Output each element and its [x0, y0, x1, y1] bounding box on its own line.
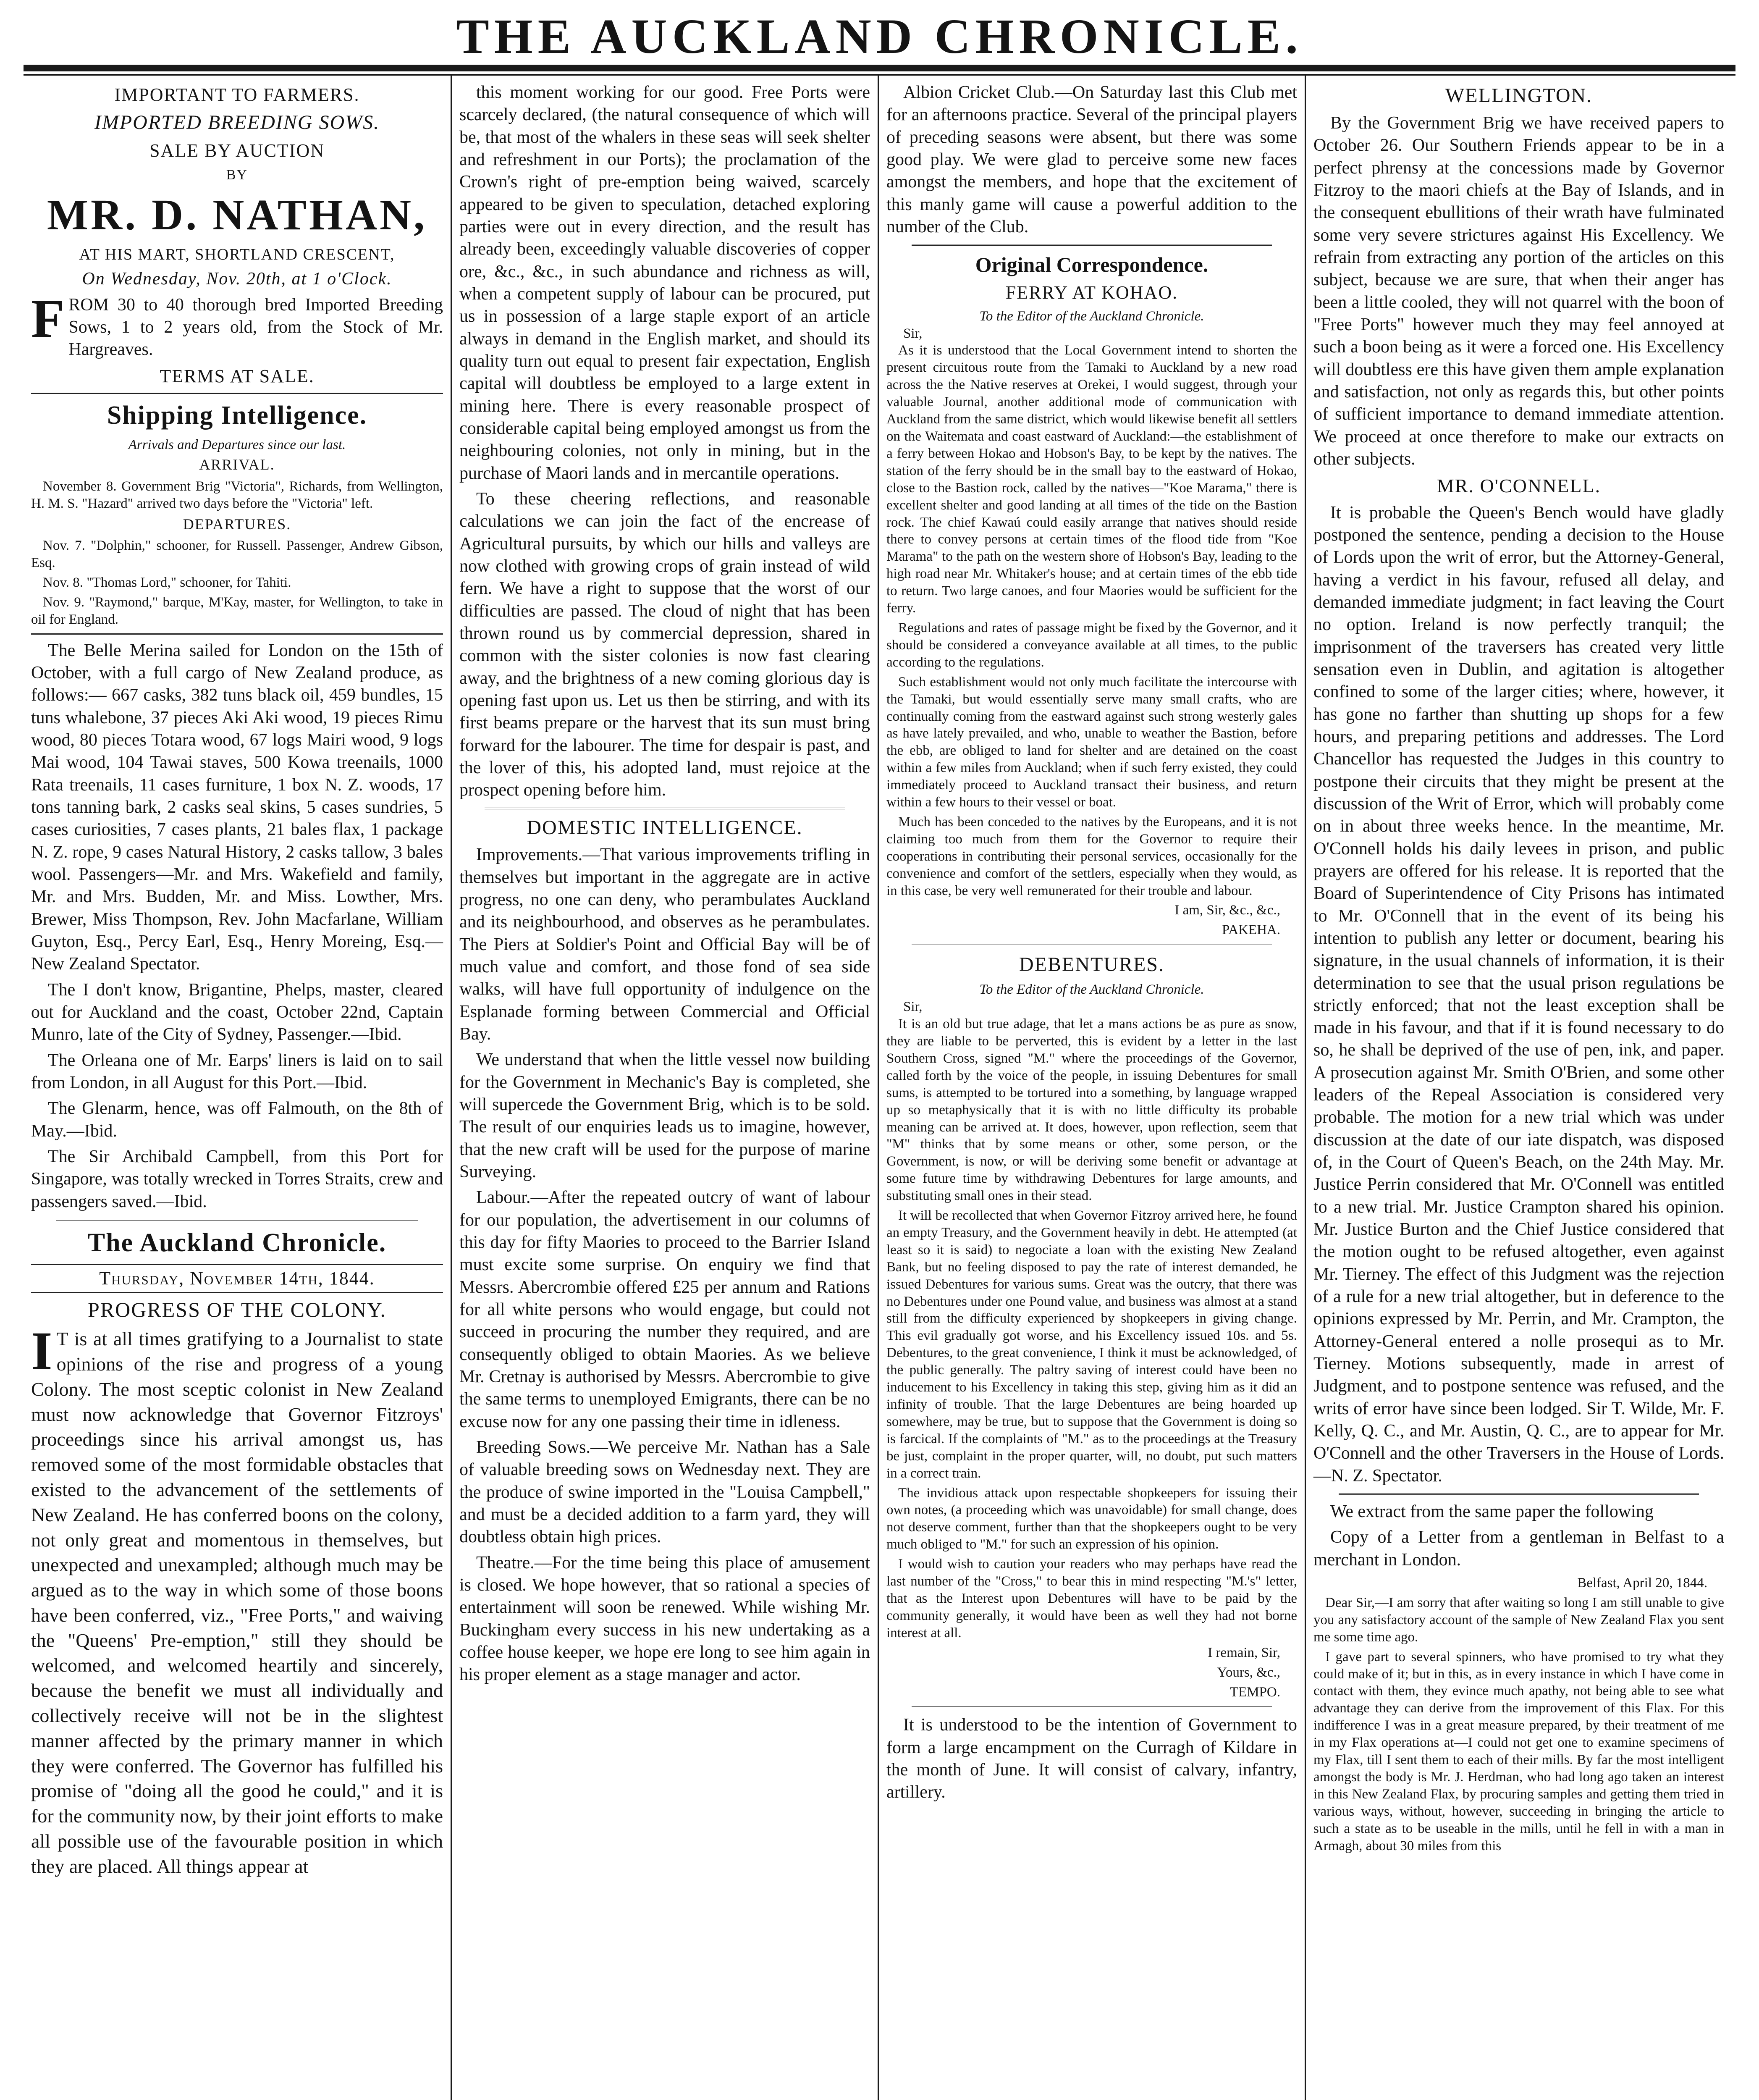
- letter-sir: Sir,: [903, 999, 923, 1015]
- letter-signoff: I am, Sir, &c., &c.,: [1174, 903, 1280, 918]
- column-3: [878, 76, 1305, 2100]
- oconnell-heading: MR. O'CONNELL.: [1437, 475, 1601, 497]
- debentures-heading: DEBENTURES.: [1019, 953, 1164, 976]
- article-paragraph: Breeding Sows.—We perceive Mr. Nathan has a Sale of valuable breeding sows on Wednesday next. They are the produce of swine imported in the "Louisa Campbell," and must be a decided addition to a farm yard, they will doubtless obtain high prices.: [459, 1437, 870, 1547]
- article-paragraph: To these cheering reflections, and reasonable calculations we can join the fact of the encrease of Agricultural pursuits, by which our hills and valleys are now clothed with growing crops of grain instead of wild fern. We have a right to suppose that the worst of our difficulties are passed. The cloud of night that has been thrown round us by commercial depression, shared in common with the sister colonies is now fast clearing away, and the brightness of a new coming glorious day is opening fast upon us. Let us then be stirring, and with its first beams prepare or the harvest that its sun must bring forward for the labourer. The time for despair is past, and the lover of this, his adopted land, must rejoice at the prospect opening before him.: [459, 489, 870, 800]
- divider: [912, 244, 1272, 246]
- columns: [24, 76, 1735, 2100]
- letter-paragraph: Dear Sir,—I am sorry that after waiting so long I am still unable to give you any satisfactory account of the sample of New Zealand Flax you sent me some time ago.: [1313, 1595, 1724, 1645]
- letter-signature: TEMPO.: [1229, 1684, 1280, 1700]
- divider: [912, 1706, 1272, 1708]
- letter-sir: Sir,: [903, 326, 923, 341]
- article-paragraph: It is understood to be the intention of Government to form a large encampment on the Curragh of Kildare in the month of June. It will consist of calvary, infantry, artillery.: [886, 1715, 1297, 1802]
- letter-salutation-editor: To the Editor of the Auckland Chronicle.: [979, 308, 1204, 324]
- ad-body: [31, 288, 443, 361]
- issue-dateline: Thursday, November 14th, 1844.: [31, 1264, 443, 1293]
- letter-paragraph: I would wish to caution your readers who may perhaps have read the last number of the "Cross," to bear this in mind respecting "M.'s" letter, that as the Interest upon Debentures will have to be paid by the community generally, it would have been as well they had not borne interest at all.: [886, 1557, 1297, 1641]
- wellington-heading: WELLINGTON.: [1445, 84, 1593, 107]
- departures-heading: DEPARTURES.: [183, 515, 291, 533]
- divider: [1339, 1493, 1699, 1495]
- letter-dateline: Belfast, April 20, 1844.: [1577, 1575, 1707, 1591]
- letter-paragraph: As it is understood that the Local Government intend to shorten the present circuitous route from the Tamaki to Auckland by a new road across the the Native reserves at Orekei, I would suggest, through your valuable Journal, another additional mode of communication with Auckland from the same district, which would likewise benefit all settlers on the Waitemata and coast eastward of Auckland:—the establishment of a ferry between Hokao and Hobson's Bay, to be kept by the natives. The station of the ferry should be in the small bay to the eastward of Hokao, close to the Bastion rock, called by the natives—"Koe Marama," there is excellent shelter and good landing at all times of the tide on the Bastion rock. The chief Kawaú could easily arrange that natives should reside there to convey persons at certain times of the flood tide from "Koe Marama" to the path on the western shore of Hobson's Bay, leading to the high road near Mr. Whitaker's house; and at certain times of the ebb tide to return. Two large canoes, and four Maories would be sufficient for the ferry.: [886, 343, 1297, 616]
- article-paragraph: Improvements.—That various improvements trifling in themselves but important in the aggregate are in active progress, no one can deny, who perambulates Auckland and its neighbourhood, and observes as he perambulates. The Piers at Soldier's Point and Official Bay will be of much value and comfort, and those fond of sea side walks, will have full opportunity of indulgence on the Esplanade forming between Commercial and Official Bay.: [459, 845, 870, 1044]
- shipping-paragraph: The I don't know, Brigantine, Phelps, master, cleared out for Auckland and the coast, October 22nd, Captain Munro, late of the City of Sydney, Passenger.—Ibid.: [31, 980, 443, 1045]
- ad-dropcap: F: [31, 288, 65, 349]
- article-paragraph: By the Government Brig we have received papers to October 26. Our Southern Friends appear to be in a perfect phrensy at the concessions made by Governor Fitzroy to the maori chiefs at the Bay of Islands, and in the consequent ebullitions of their wrath have fulminated some very severe strictures against His Excellency. We refrain from extracting any portion of the articles on this subject, because we are sure, that when their anger has been a little cooled, they will not quarrel with the boon of "Free Ports" however much they may feel annoyed at such a boon being as it were a forced one. His Excellency will doubtless ere this have given them ample explanation and satisfaction, not only as regards this, but other points of sufficient importance to demand immediate attention. We proceed at once therefore to make our extracts on other subjects.: [1313, 113, 1724, 469]
- article-paragraph: Theatre.—For the time being this place of amusement is closed. We hope however, that so rational a species of entertainment will soon be renewed. While wishing Mr. Buckingham every success in his new undertaking as a coffee house keeper, we hope ere long to see him again in his proper element as a stage manager and actor.: [459, 1553, 870, 1685]
- ad-sale-title: SALE BY AUCTION: [149, 140, 325, 161]
- shipping-subheading: Arrivals and Departures since our last.: [128, 437, 346, 453]
- ad-terms: TERMS AT SALE.: [160, 365, 315, 386]
- letter-paragraph: It will be recollected that when Governor Fitzroy arrived here, he found an empty Treasury, and the Government heavily in debt. He attempted (at least so it is said) to negociate a loan with the existing New Zealand Bank, but no feeling disposed to pay the rate of interest demanded, he issued Debentures for various sums. Great was the outcry, that there was no Debentures under one Pound value, and business was almost at a stand still from the difficulty experienced by shopkeepers in giving change. This evil gradually got worse, and his Excellency issued 10s. and 5s. Debentures, to the great convenience, I think it must be acknowledged, of the public generally. The paltry saving of interest could have been no inducement to his Excellency in taking this step, giving him as it did an infinity of trouble. That the large Debentures are being hoarded up somewhere, may be true, but to suppose that the Government is doing so is farcical. If the complaints of "M." as to the proceedings at the Treasury be just, complaint in the proper quarter, will, no doubt, put such matters in a correct train.: [886, 1208, 1297, 1481]
- shipping-heading: Shipping Intelligence.: [107, 401, 367, 430]
- letter-paragraph: I gave part to several spinners, who have promised to try what they could make of it; but in this, as in every instance in which I have come in contact with them, they evince much apathy, not being able to see what advantage they can derive from the improvement of this Flax. For this indifference I was in a great measure prepared, by their treatment of me in my Flax operations at—I could not get one to examine specimens of my Flax, till I sent them to each of their mills. By far the most intelligent amongst the body is Mr. J. Herdman, who had long ago taken an interest in this New Zealand Flax, by procuring samples and getting them tried in various ways, without, however, succeeding in bringing the article to such a state as to be useable in the mills, until he fell in with a man in Armagh, about 30 miles from this: [1313, 1649, 1724, 1853]
- auction-address: AT HIS MART, SHORTLAND CRESCENT,: [79, 245, 395, 263]
- article-paragraph: this moment working for our good. Free Ports were scarcely declared, (the natural consequence of which will be, that most of the whalers in these seas will seek shelter and refreshment in our Ports); the proclamation of the Crown's right of pre-emption being waived, scarcely appeared to be given to speculation, detached exploring parties were out in every direction, and the result has already been, exceedingly valuable discoveries of copper ore, &c., &c., in such abundance and richness as will, when a competent supply of labour can be procured, put us in possession of a large staple export of an article always in demand in the English market, and should its quality turn out equal to present fair expectation, English capital will doubtless be employed to a large extent in mining here. There is every reasonable prospect of considerable capital being employed amongst us from the neighbouring colonies, not only in mining, but in the purchase of Maori lands and in mercantile operations.: [459, 83, 870, 483]
- auctioneer-name: MR. D. NATHAN,: [47, 190, 427, 239]
- letter-paragraph: Regulations and rates of passage might be fixed by the Governor, and it should be considered a conveyance available at all times, to the public according to the regulations.: [886, 620, 1297, 670]
- shipping-paragraph: The Glenarm, hence, was off Falmouth, on the 8th of May.—Ibid.: [31, 1099, 443, 1141]
- letter-paragraph: Such establishment would not only much facilitate the intercourse with the Tamaki, but would essentially serve many small crafts, who are continually coming from the eastward against such strong westerly gales as have lately prevailed, and who, unable to weather the Bastion, before the ebb, are obliged to land for shelter and are detained on the coast within a few miles from Auckland; when if such ferry existed, they could immediately proceed to Auckland transact their business, and return within a few hours to their vessel or boat.: [886, 674, 1297, 810]
- shipping-paragraph: The Orleana one of Mr. Earps' liners is laid on to sail from London, in all August for this Port.—Ibid.: [31, 1050, 443, 1093]
- article-paragraph: We extract from the same paper the following: [1330, 1502, 1654, 1522]
- domestic-heading: DOMESTIC INTELLIGENCE.: [527, 816, 803, 839]
- letter-signoff: I remain, Sir,: [1208, 1645, 1280, 1660]
- progress-heading: PROGRESS OF THE COLONY.: [88, 1297, 386, 1321]
- letter-signoff: Yours, &c.,: [1217, 1664, 1280, 1680]
- divider: [912, 945, 1272, 946]
- column-1: [24, 76, 451, 2100]
- ad-headline: IMPORTANT TO FARMERS.: [114, 84, 360, 105]
- article-paragraph: We understand that when the little vessel now building for the Government in Mechanic's Bay is completed, she will supercede the Government Brig, which is to be sold. The result of our enquiries leads us to imagine, however, that the new craft will be used for the purpose of marine Surveying.: [459, 1050, 870, 1182]
- article-paragraph: Copy of a Letter from a gentleman in Belfast to a merchant in London.: [1313, 1528, 1724, 1570]
- letter-paragraph: It is an old but true adage, that let a mans actions be as pure as snow, they are liable to be perverted, this is evident by a letter in the last Southern Cross, signed "M." where the proceedings of the Governor, called forth by the voice of the people, in issuing Debentures for small sums, is attempted to be tortured into a something, by language wrapped up so metaphysically that it is with no little difficulty its probable meaning can be arrived at. It does, however, upon reflection, seem that "M" thinks that by some means or other, some person, or the Government, is now, or will be deriving some benefit or advantage at some future time by withdrawing Debentures for large amounts, and substituting small ones in their stead.: [886, 1016, 1297, 1204]
- article-paragraph: Labour.—After the repeated outcry of want of labour for our population, the advertisement in our columns of this day for fifty Maories to proceed to the Barrier Island must excite some surprise. On enquiry we find that Messrs. Abercrombie offered £25 per annum and Rations for all white persons who would engage, but could not succeed in procuring the number they required, and are consequently obliged to obtain Maories. As we believe Mr. Cretnay is authorised by Messrs. Abercrombie to give the same terms to unemployed Emigrants, there can be no excuse now for any one passing their time in idleness.: [459, 1188, 870, 1431]
- arrival-heading: ARRIVAL.: [199, 456, 275, 473]
- auction-date: On Wednesday, Nov. 20th, at 1 o'Clock.: [82, 269, 392, 289]
- divider: [56, 1219, 418, 1221]
- column-2: [451, 76, 878, 2100]
- shipping-paragraph: The Belle Merina sailed for London on the 15th of October, with a full cargo of New Zealand produce, as follows:— 667 casks, 382 tuns black oil, 459 bundles, 15 tuns whalebone, 37 pieces Aki Aki wood, 19 pieces Rimu wood, 80 pieces Totara wood, 67 logs Mairi wood, 9 logs Mai wood, 104 Tawai staves, 500 Kowa treenails, 1000 Rata treenails, 11 cases furniture, 1 box N. Z. woods, 17 tons tanning bark, 2 casks seal skins, 5 cases sundries, 5 cases curiosities, 7 cases plants, 21 bales flax, 1 package N. Z. rope, 9 cases Natural History, 2 casks tallow, 3 bales wool. Passengers—Mr. and Mrs. Wakefield and family, Mr. and Mrs. Budden, Mr. and Miss. Lowther, Mrs. Brewer, Miss Thompson, Rev. John Macfarlane, William Guyton, Esq., Percy Earl, Esq., Henry Moreing, Esq.—New Zealand Spectator.: [31, 640, 443, 974]
- departure-entry: Nov. 9. "Raymond," barque, M'Kay, master, for Wellington, to take in oil for England.: [31, 595, 443, 627]
- chronicle-heading: The Auckland Chronicle.: [87, 1228, 387, 1257]
- masthead-rule: [24, 65, 1735, 71]
- progress-paragraph: [31, 1321, 443, 1879]
- article-paragraph: Albion Cricket Club.—On Saturday last this Club met for an afternoons practice. Several of the principal players of preceding seasons were absent, but there was some good play. We were glad to perceive some new faces amongst the members, and hope that the excitement of this manly game will cause a powerful addition to the number of the Club.: [886, 83, 1297, 236]
- ad-subheadline: IMPORTED BREEDING SOWS.: [94, 111, 380, 134]
- masthead: THE AUCKLAND CHRONICLE.: [456, 9, 1303, 64]
- letter-paragraph: The invidious attack upon respectable shopkeepers for issuing their own notes, (a proceeding which was unavoidable) for small change, does not deserve comment, further than that the shopkeepers ought to be very much obliged to "M." for such an expression of his opinion.: [886, 1485, 1297, 1552]
- departure-entry: Nov. 7. "Dolphin," schooner, for Russell. Passenger, Andrew Gibson, Esq.: [31, 538, 443, 571]
- divider: [485, 808, 845, 809]
- departure-entry: Nov. 8. "Thomas Lord," schooner, for Tahiti.: [43, 575, 291, 591]
- article-paragraph: It is probable the Queen's Bench would have gladly postponed the sentence, pending a decision to the House of Lords upon the writ of error, but the Attorney-General, having a verdict in his favour, refused all delay, and demanded immediate judgment; in fact leaving the Court no option. Ireland is now perfectly tranquil; the imprisonment of the traversers has created very little sensation even in Dublin, and agitation is altogether confined to some of the larger cities; where, however, it has gone no farther than shutting up shops for a few hours, and preparing petitions and addresses. The Lord Chancellor has requested the Judges in this country to postpone their circuits that they might be present at the discussion of the Writ of Error, which will probably come on in about three weeks hence. In the meantime, Mr. O'Connell holds his daily levees in prison, and public prayers are offered for his release. It is reported that the Board of Superintendence of City Prisons has intimated to Mr. O'Connell that in the event of its being his intention to publish any letter or document, bearing his signature, in the usual channels of information, it is their determination to see that the usual prison regulations be strictly enforced; that not the least exception shall be made in his favour, and that if it is found necessary to do so, he shall be deprived of the use of pen, ink, and paper. A prosecution against Mr. Smith O'Brien, and some other leaders of the Repeal Association is considered very probable. The motion for a new trial which was under discussion at the date of our iate dispatch, was disposed of, in the Court of Queen's Beach, on the 24th May. Mr. Justice Perrin considered that Mr. O'Connell was entitled to a new trial. Mr. Justice Crampton shared his opinion. Mr. Justice Burton and the Chief Justice considered that the motion ought to be refused altogether, even against Mr. Tierney. The effect of this Judgment was the rejection of a rule for a new trial altogether, but in deference to the opinions expressed by Mr. Perrin, and Mr. Crampton, the Attorney-General entered a nolle prosequi as to Mr. Tierney. Motions subsequently, made in arrest of Judgment, and to postpone sentence was refused, and the writs of error have since been lodged. Sir T. Wilde, Mr. F. Kelly, Q. C., and Mr. Austin, Q. C., are to appear for Mr. O'Connell and the other Traversers in the House of Lords.—N. Z. Spectator.: [1313, 503, 1724, 1486]
- divider: [31, 633, 443, 635]
- progress-dropcap: I: [31, 1321, 52, 1382]
- letter-salutation-editor: To the Editor of the Auckland Chronicle.: [979, 982, 1204, 998]
- ad-by: BY: [226, 167, 248, 183]
- arrival-entry: November 8. Government Brig "Victoria", Richards, from Wellington, H. M. S. "Hazard" arrived two days before the "Victoria" left.: [31, 478, 443, 511]
- ferry-heading: FERRY AT KOHAO.: [1005, 282, 1178, 303]
- shipping-paragraph: The Sir Archibald Campbell, from this Port for Singapore, was totally wrecked in Torres Straits, crew and passengers saved.—Ibid.: [31, 1147, 443, 1211]
- letter-signature: PAKEHA.: [1222, 922, 1280, 938]
- column-4: [1305, 76, 1732, 2100]
- progress-text: T is at all times gratifying to a Journalist to state opinions of the rise and progress of a young Colony. The most sceptic colonist in New Zealand must now acknowledge that Governor Fitzroys' proceedings since his arrival amongst us, has removed some of the most formidable obstacles that existed to the advancement of the settlements of New Zealand. He has conferred boons on the colony, not only great and momentous in themselves, but unexpected and unexampled; although much may be argued as to the way in which some of those boons have been conferred, viz., "Free Ports," and waiving the "Queens' Pre-emption," still they should be welcomed, and welcomed heartily and sincerely, because the benefit we must all individually and collectively receive will not be in the slightest manner affected by the primary manner in which they were conferred. The Governor has fulfilled his promise of "doing all the good he could," and it is for the community now, by their joint efforts to make all possible use of the favourable position in which they are placed. All things appear at: [31, 1328, 443, 1877]
- ad-text: ROM 30 to 40 thorough bred Imported Breeding Sows, 1 to 2 years old, from the Stock of Mr. Hargreaves.: [68, 295, 443, 360]
- letter-paragraph: Much has been conceded to the natives by the Europeans, and it is not claiming too much from them for the Governor to require their cooperations in contributing their personal services, occasionally for the convenience and comfort of the settlers, especially when they would, as in this case, be very well remunerated for their trouble and labour.: [886, 814, 1297, 898]
- divider: [31, 393, 443, 394]
- correspondence-heading: Original Correspondence.: [975, 253, 1208, 277]
